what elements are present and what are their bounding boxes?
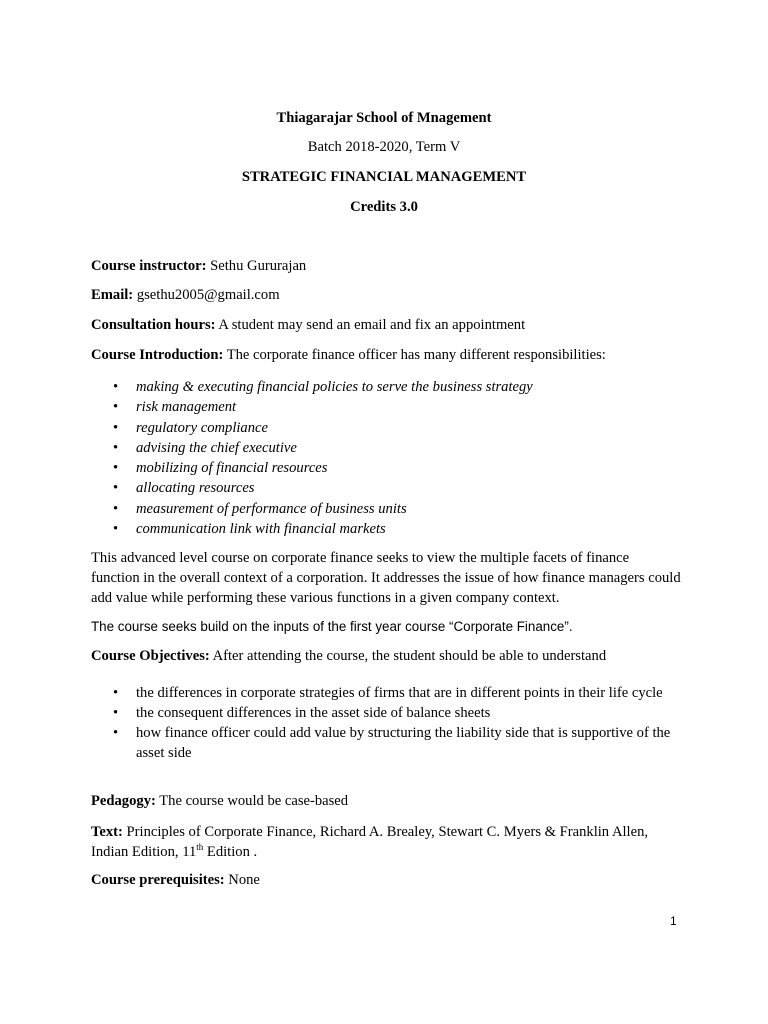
list-item: • risk management (0, 397, 533, 417)
objectives-label: Course Objectives: (91, 648, 210, 664)
list-item: • regulatory compliance (0, 418, 533, 438)
email-line (91, 287, 691, 304)
introduction-label: Course Introduction: (91, 347, 224, 363)
list-item: • communication link with financial markets (0, 519, 533, 539)
bullet-icon: • (113, 500, 119, 517)
bullet-icon: • (113, 419, 119, 436)
page-number: 1 (670, 914, 677, 928)
objectives-value: After attending the course, the student should be able to understand (209, 648, 607, 664)
text-label: Text: (91, 824, 123, 840)
builds-on-line: The course seeks build on the inputs of the first year course “Corporate Finance”. (91, 619, 573, 634)
course-title: STRATEGIC FINANCIAL MANAGEMENT (241, 169, 527, 185)
consultation-line (91, 317, 691, 334)
bullet-icon: • (113, 705, 119, 721)
prerequisites-label: Course prerequisites: (91, 872, 225, 888)
list-item: • mobilizing of financial resources (0, 458, 533, 478)
introduction-value: The corporate finance officer has many different responsibilities: (223, 347, 606, 363)
list-item: • how finance officer could add value by structuring the liability side that is supportive of the asset side (113, 725, 671, 761)
prerequisites-line (91, 872, 691, 889)
objectives-list (0, 683, 768, 763)
list-item: • the differences in corporate strategies of firms that are in different points in their life cycle (113, 685, 663, 701)
batch-term: Batch 2018-2020, Term V (307, 139, 461, 155)
consultation-value: A student may send an email and fix an appointment (215, 317, 526, 333)
bullet-icon: • (113, 460, 119, 477)
credits: Credits 3.0 (350, 199, 418, 215)
consultation-label: Consultation hours: (91, 317, 216, 333)
edition-superscript: th (196, 842, 204, 852)
bullet-icon: • (113, 399, 119, 416)
text-suffix: Edition . (203, 844, 258, 860)
instructor-value: Sethu Gururajan (206, 258, 307, 274)
bullet-icon: • (113, 725, 119, 741)
text-value: Principles of Corporate Finance, Richard A. Brealey, Stewart C. Myers & Franklin Allen, Indian Edition, 11 (91, 824, 649, 860)
bullet-icon: • (113, 685, 119, 701)
list-item: • allocating resources (0, 478, 533, 498)
bullet-icon: • (113, 379, 119, 395)
advanced-paragraph: This advanced level course on corporate finance seeks to view the multiple facets of finance function in the overall context of a corporation. It addresses the issue of how finance managers could add value while performing these various functions in a given company context. (91, 550, 681, 606)
list-item: • advising the chief executive (0, 438, 533, 458)
pedagogy-label: Pedagogy: (91, 793, 156, 809)
pedagogy-line (91, 793, 691, 810)
bullet-icon: • (113, 439, 119, 456)
introduction-line (91, 347, 691, 364)
email-label: Email: (91, 287, 134, 303)
pedagogy-value: The course would be case-based (155, 793, 349, 809)
text-reference (91, 822, 681, 862)
bullet-icon: • (113, 521, 119, 538)
email-value: gsethu2005@gmail.com (133, 287, 280, 303)
list-item: • the consequent differences in the asset side of balance sheets (113, 705, 491, 721)
list-item: • making & executing financial policies to serve the business strategy (0, 377, 533, 397)
bullet-icon: • (113, 480, 119, 497)
school-name: Thiagarajar School of Mnagement (276, 110, 492, 126)
instructor-label: Course instructor: (91, 258, 207, 274)
instructor-line (91, 258, 691, 275)
prerequisites-value: None (224, 872, 260, 888)
objectives-line (91, 648, 691, 665)
list-item: • measurement of performance of business units (0, 499, 533, 519)
responsibilities-list (0, 377, 533, 539)
